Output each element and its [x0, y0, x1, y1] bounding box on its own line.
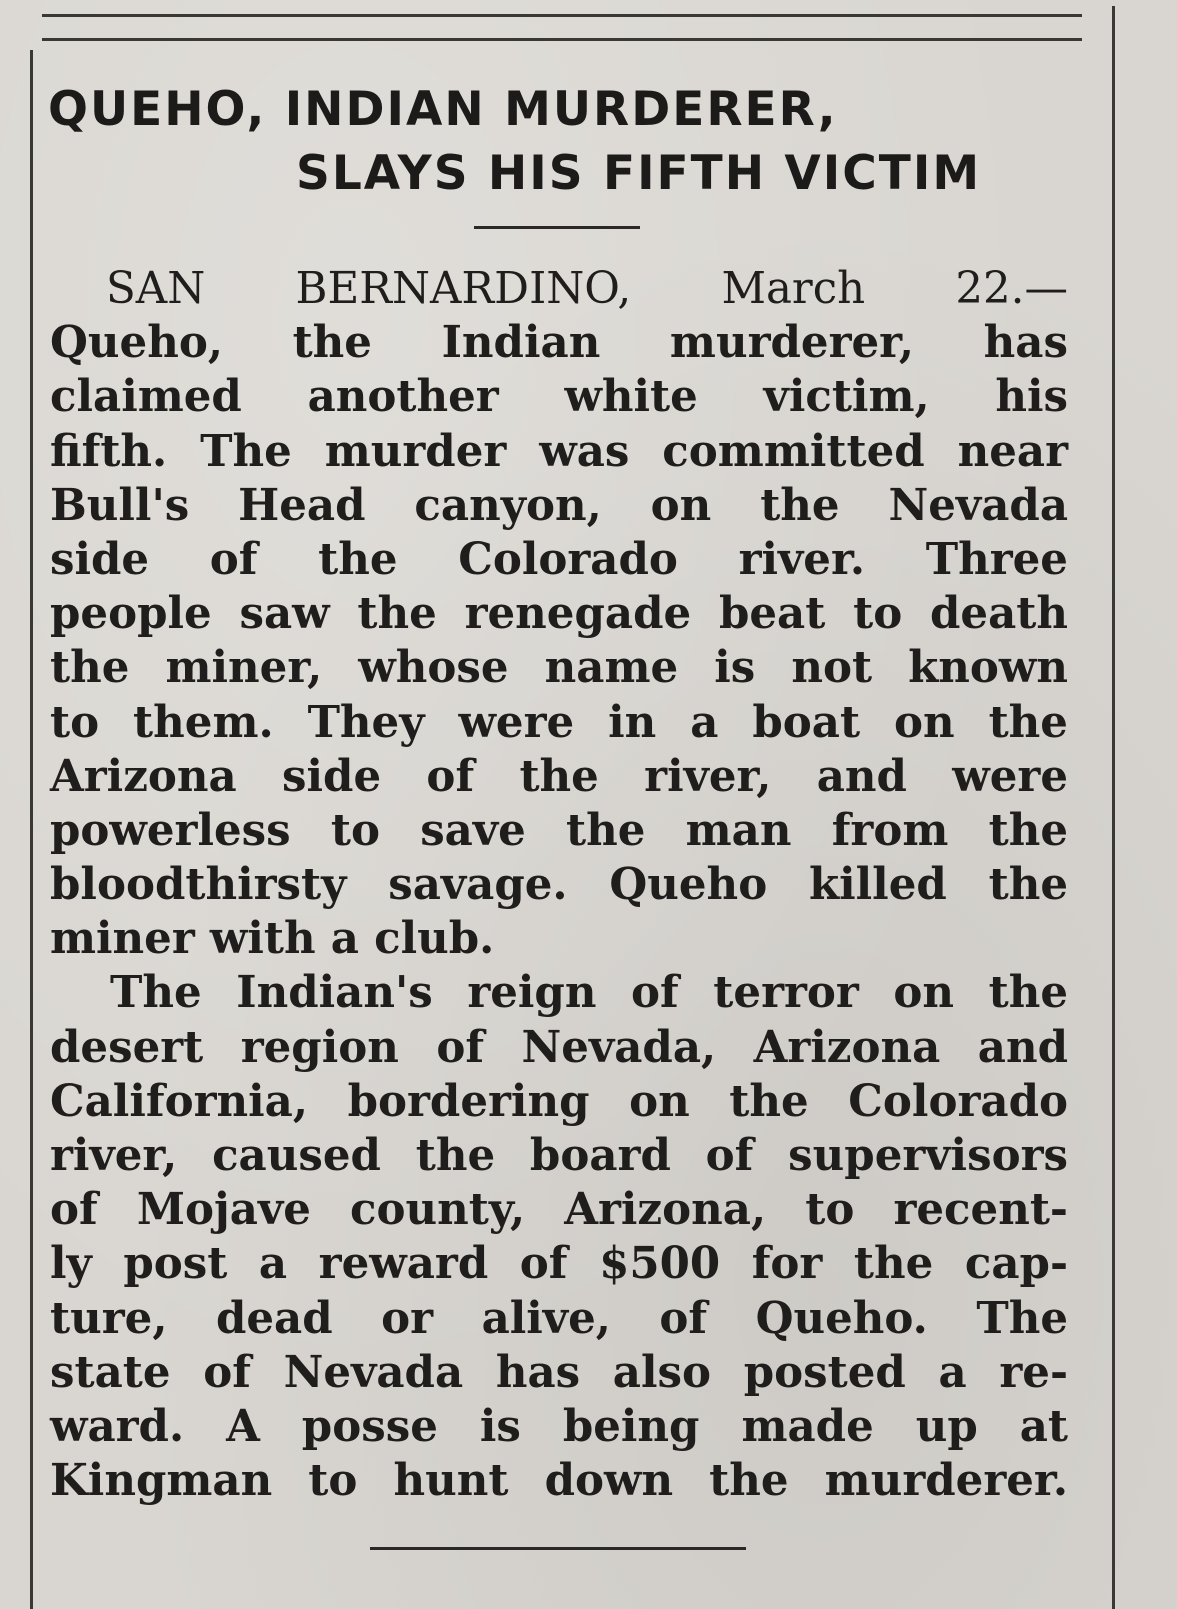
article-line: state of Nevada has also posted a re- [50, 1346, 1068, 1398]
article-line: river, caused the board of supervisors [50, 1130, 1068, 1181]
article-line: miner with a club. [50, 913, 495, 965]
article-line: desert region of Nevada, Arizona and [50, 1021, 1068, 1073]
article-line: to them. They were in a boat on the [50, 696, 1068, 748]
article-line: ly post a reward of $500 for the cap- [50, 1238, 1068, 1290]
article-line: bloodthirsty savage. Queho killed the [50, 859, 1068, 911]
article-line: the miner, whose name is not known [50, 642, 1068, 694]
article-line: Arizona side of the river, and were [50, 750, 1068, 802]
article-line: Bull's Head canyon, on the Nevada [50, 479, 1068, 531]
article-line: side of the Colorado river. Three [50, 533, 1068, 585]
article-line: fifth. The murder was committed near [50, 425, 1068, 477]
column-left-border [30, 50, 33, 1609]
paragraph-2 [50, 966, 1068, 1508]
article-line: powerless to save the man from the [50, 804, 1068, 856]
article-line: The Indian's reign of terror on the [110, 967, 1068, 1019]
article-line: California, bordering on the Colorado [50, 1075, 1068, 1127]
paragraph-1 [50, 262, 1068, 966]
article-line: claimed another white victim, his [50, 371, 1068, 423]
headline-divider [474, 226, 640, 229]
article-body [50, 262, 1068, 1508]
article-line: ward. A posse is being made up at [50, 1400, 1068, 1452]
article-line: ture, dead or alive, of Queho. The [50, 1292, 1068, 1344]
headline-line-1: QUEHO, INDIAN MURDERER, [48, 82, 838, 137]
article-line: SAN BERNARDINO, March 22.— [106, 264, 1068, 314]
article-line: of Mojave county, Arizona, to recent- [50, 1184, 1068, 1236]
article-line: Kingman to hunt down the murderer. [50, 1455, 1068, 1507]
headline-line-2: SLAYS HIS FIFTH VICTIM [296, 146, 982, 201]
article-line: people saw the renegade beat to death [50, 588, 1068, 640]
top-rule-second [42, 38, 1082, 41]
bottom-divider [370, 1547, 746, 1550]
article-line: Queho, the Indian murderer, has [50, 317, 1068, 369]
column-right-border [1112, 6, 1115, 1609]
top-rule [42, 14, 1082, 17]
